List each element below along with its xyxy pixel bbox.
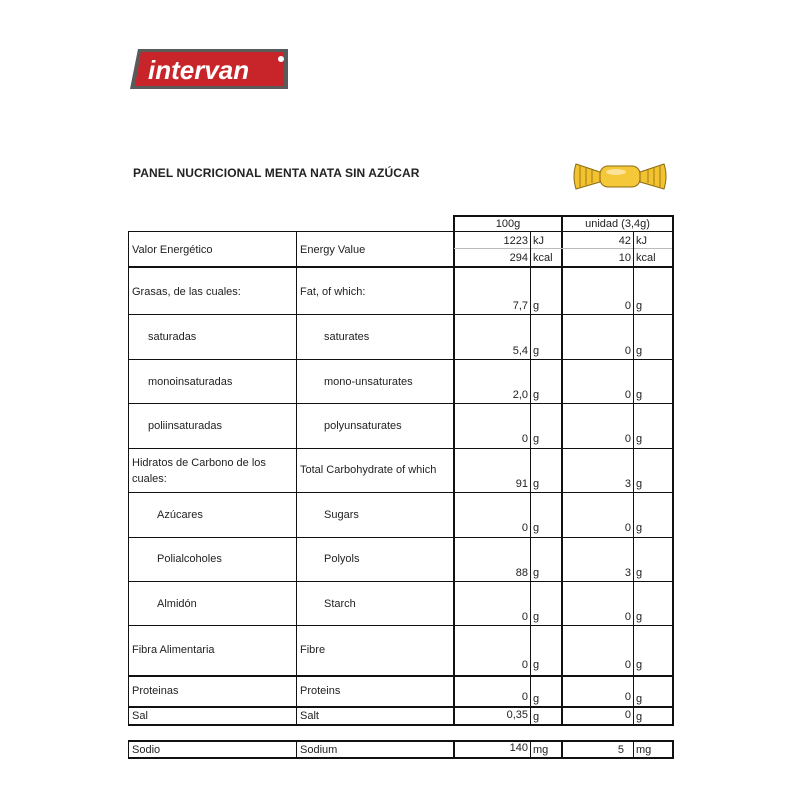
column-header-unit: unidad (3,4g) bbox=[585, 218, 650, 230]
row-label-es: Hidratos de Carbono de los bbox=[132, 457, 266, 469]
row-value-unit: 3 bbox=[624, 478, 631, 490]
row-label-en: saturates bbox=[324, 331, 370, 343]
row-value-unit: 0 bbox=[624, 709, 631, 721]
row-label-es: poliinsaturadas bbox=[148, 420, 222, 432]
row-unit-unit: g bbox=[636, 711, 643, 723]
row-unit-100g: g bbox=[533, 389, 540, 401]
row-unit-unit: g bbox=[636, 345, 643, 357]
row-unit-unit: g bbox=[636, 389, 643, 401]
row-unit-unit: g bbox=[636, 478, 643, 490]
row-value-unit: 0 bbox=[624, 522, 631, 534]
energy-kcal-unit: kcal bbox=[533, 252, 553, 264]
row-unit-100g: g bbox=[533, 478, 540, 490]
row-value-100g: 88 bbox=[515, 567, 528, 579]
sodium-value-unit: 5 bbox=[617, 744, 624, 756]
row-value-unit: 0 bbox=[624, 611, 631, 623]
energy-kcal-per-unit: 10 bbox=[618, 252, 631, 264]
logo-wordmark: intervan bbox=[148, 55, 250, 85]
document-title: PANEL NUCRICIONAL MENTA NATA SIN AZÚCAR bbox=[133, 166, 420, 180]
energy-kcal-100g: 294 bbox=[509, 252, 528, 264]
row-label-es: Polialcoholes bbox=[157, 553, 222, 565]
row-value-unit: 3 bbox=[624, 567, 631, 579]
energy-kcal-unit-2: kcal bbox=[636, 252, 656, 264]
row-unit-100g: g bbox=[533, 659, 540, 671]
row-label-es: Fibra Alimentaria bbox=[132, 644, 215, 656]
sodium-value-100g: 140 bbox=[509, 742, 528, 754]
row-label-en: Fibre bbox=[300, 644, 326, 656]
row-label-en: Total Carbohydrate of which bbox=[300, 464, 437, 476]
row-value-100g: 0 bbox=[521, 522, 528, 534]
row-unit-100g: g bbox=[533, 693, 540, 705]
row-unit-100g: g bbox=[533, 567, 540, 579]
row-unit-100g: g bbox=[533, 611, 540, 623]
row-value-unit: 0 bbox=[624, 389, 631, 401]
row-value-100g: 0 bbox=[521, 433, 528, 445]
row-unit-100g: g bbox=[533, 433, 540, 445]
energy-kj-unit: kJ bbox=[533, 235, 544, 247]
row-value-100g: 7,7 bbox=[512, 300, 528, 312]
row-value-unit: 0 bbox=[624, 691, 631, 703]
row-value-100g: 0 bbox=[521, 659, 528, 671]
row-unit-unit: g bbox=[636, 300, 643, 312]
row-value-unit: 0 bbox=[624, 659, 631, 671]
row-value-100g: 5,4 bbox=[512, 345, 528, 357]
row-unit-unit: g bbox=[636, 433, 643, 445]
row-value-unit: 0 bbox=[624, 300, 631, 312]
row-unit-100g: g bbox=[533, 300, 540, 312]
row-value-100g: 2,0 bbox=[512, 389, 528, 401]
row-value-unit: 0 bbox=[624, 345, 631, 357]
row-value-100g: 91 bbox=[515, 478, 528, 490]
row-label-es: saturadas bbox=[148, 331, 197, 343]
energy-kj-per-unit: 42 bbox=[618, 235, 631, 247]
row-value-100g: 0,35 bbox=[506, 709, 528, 721]
row-label-en: Polyols bbox=[324, 553, 360, 565]
sodium-unit-unit: mg bbox=[636, 744, 652, 756]
sodium-label-es: Sodio bbox=[132, 744, 161, 756]
row-label-en: Salt bbox=[300, 710, 319, 722]
column-header-100g: 100g bbox=[495, 218, 521, 230]
row-label-es-line2: cuales: bbox=[132, 473, 167, 485]
row-unit-unit: g bbox=[636, 659, 643, 671]
row-label-es: Sal bbox=[132, 710, 148, 722]
row-label-es: Proteinas bbox=[132, 685, 179, 697]
candy-icon bbox=[572, 160, 668, 192]
energy-label-es: Valor Energético bbox=[132, 244, 213, 256]
row-label-es: monoinsaturadas bbox=[148, 376, 233, 388]
row-unit-100g: g bbox=[533, 711, 540, 723]
row-unit-100g: g bbox=[533, 522, 540, 534]
sodium-label-en: Sodium bbox=[300, 744, 338, 756]
row-unit-unit: g bbox=[636, 611, 643, 623]
row-unit-unit: g bbox=[636, 693, 643, 705]
row-unit-unit: g bbox=[636, 522, 643, 534]
row-value-unit: 0 bbox=[624, 433, 631, 445]
energy-kj-100g: 1223 bbox=[503, 235, 528, 247]
intervan-logo bbox=[128, 45, 296, 93]
row-label-en: polyunsaturates bbox=[324, 420, 402, 432]
row-label-en: Proteins bbox=[300, 685, 341, 697]
row-label-en: Starch bbox=[324, 598, 356, 610]
row-value-100g: 0 bbox=[521, 611, 528, 623]
row-label-en: Sugars bbox=[324, 509, 359, 521]
row-label-es: Azúcares bbox=[157, 509, 203, 521]
row-value-100g: 0 bbox=[521, 691, 528, 703]
row-unit-unit: g bbox=[636, 567, 643, 579]
energy-label-en: Energy Value bbox=[300, 244, 366, 256]
row-label-es: Grasas, de las cuales: bbox=[132, 286, 241, 298]
row-unit-100g: g bbox=[533, 345, 540, 357]
row-label-es: Almidón bbox=[157, 598, 197, 610]
row-label-en: mono-unsaturates bbox=[324, 376, 413, 388]
energy-kj-unit-2: kJ bbox=[636, 235, 647, 247]
row-label-en: Fat, of which: bbox=[300, 286, 366, 298]
sodium-unit-100g: mg bbox=[533, 744, 549, 756]
